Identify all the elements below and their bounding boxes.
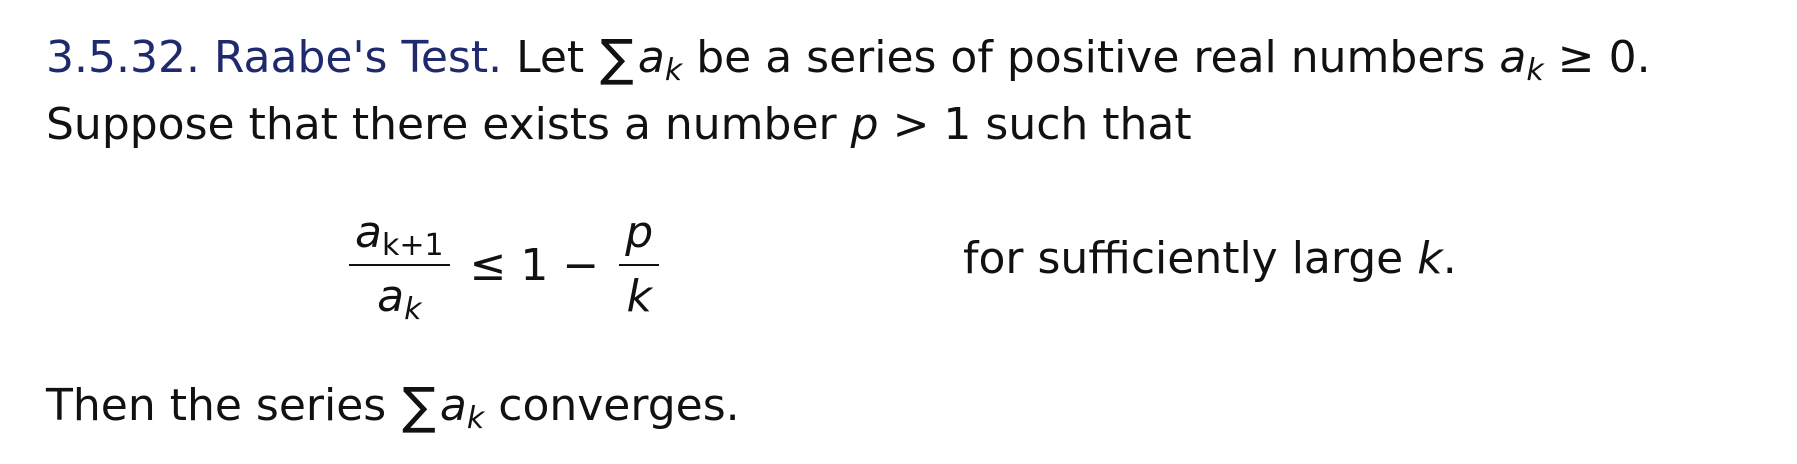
sum-symbol-2: ∑	[402, 377, 436, 435]
series-term-a: a	[637, 32, 665, 83]
term-a: a	[1499, 32, 1527, 83]
conclusion-line	[46, 375, 740, 434]
subscript-k: k	[664, 53, 683, 88]
theorem-title: 3.5.32. Raabe's Test.	[46, 32, 503, 83]
denominator-a: a	[377, 271, 405, 322]
condition-period: .	[1442, 233, 1457, 284]
sufficiently-large-text: for sufficiently large	[963, 233, 1404, 284]
fraction-bar-2	[619, 264, 659, 266]
subscript-k-2: k	[1526, 53, 1544, 88]
series-description: be a series of positive real numbers	[696, 32, 1486, 83]
gt-one: > 1	[892, 99, 972, 150]
numerator-a: a	[355, 207, 382, 258]
denominator-subscript: k	[404, 292, 422, 327]
ratio-denominator	[371, 271, 427, 327]
theorem-line-2	[46, 97, 1192, 153]
fraction-bar	[349, 264, 450, 266]
fraction-denominator-k: k	[626, 271, 652, 322]
leq-one-minus: ≤ 1 −	[469, 239, 600, 291]
fraction-numerator-p: p	[625, 207, 654, 258]
numerator-subscript: k+1	[381, 228, 444, 263]
condition-text	[963, 231, 1457, 287]
conclusion-subscript-k: k	[466, 401, 485, 436]
sum-symbol: ∑	[600, 29, 634, 87]
ratio-fraction	[349, 207, 450, 327]
converges-text: converges.	[498, 380, 740, 431]
let-text: Let	[516, 32, 585, 83]
such-that-text: such that	[985, 99, 1192, 150]
ratio-numerator	[349, 207, 450, 263]
conclusion-a: a	[439, 380, 467, 431]
var-k: k	[1417, 233, 1443, 284]
suppose-text: Suppose that there exists a number	[46, 99, 837, 150]
p-over-k-fraction	[619, 207, 659, 323]
ratio-inequality	[343, 195, 665, 335]
var-p: p	[850, 99, 879, 150]
then-text: Then the series	[46, 380, 387, 431]
theorem-line-1	[46, 27, 1651, 86]
geq-zero: ≥ 0.	[1557, 32, 1651, 83]
